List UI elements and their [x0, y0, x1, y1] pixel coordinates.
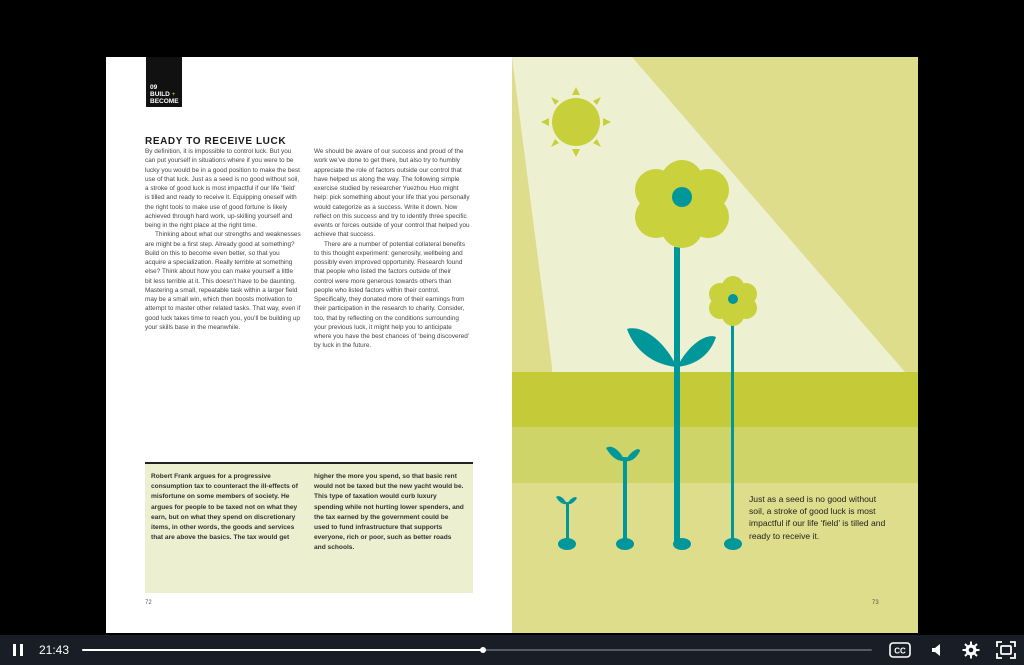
- field-band-middle: [512, 427, 918, 483]
- fullscreen-button[interactable]: [996, 641, 1016, 659]
- page-number-right: 73: [872, 600, 879, 606]
- paragraph: We should be aware of our success and proud of the work we’ve done to get there, but also try to humbly appreciate the role of factors outside our control that have helped us along the way. The following simple exercise studied by researcher Yuezhou Huo might help: pick something about your life that you personally would categorize as a success. Write it down. Now reflect on this success and try to identify three specific events or forces outside of your control that helped you achieve that success.: [314, 148, 470, 239]
- body-column-2: [314, 147, 470, 351]
- body-column-1: [145, 147, 301, 332]
- section-heading: READY TO RECEIVE LUCK: [145, 136, 287, 147]
- gear-icon: [962, 641, 980, 659]
- page-number-left: 72: [145, 600, 152, 606]
- fullscreen-icon: [996, 641, 1016, 659]
- paragraph: Thinking about what our strengths and weaknesses are might be a first step. Already good at something? Build on this to become even better, so that you acquire a specialization. Really terrible at something else? Think about how you can make yourself a little bit less terrible at it. This doesn’t have to be daunting. Mastering a small, repeatable task within a larger field may be a small win, which then boosts motivation to attempt to master other related tasks. That way, even if good luck takes time to reach you, you’ll be building up your skills base in the meanwhile.: [145, 231, 301, 331]
- illustration-caption: Just as a seed is no good without soil, a stroke of good luck is most impactful if our life ‘field’ is tilled and ready to receive it.: [749, 494, 886, 541]
- progress-slider[interactable]: [82, 649, 872, 651]
- volume-icon: [930, 643, 944, 657]
- garden-illustration: [512, 57, 918, 633]
- chapter-plus: +: [171, 91, 176, 98]
- progress-fill: [82, 649, 483, 651]
- closed-captions-button[interactable]: [889, 642, 911, 658]
- closed-captions-icon: [889, 642, 911, 658]
- chapter-line-2: BECOME: [150, 98, 179, 105]
- sidebar-box: [145, 462, 473, 593]
- progress-thumb[interactable]: [480, 647, 486, 653]
- sidebar-text-1: Robert Frank argues for a progressive consumption tax to counteract the ill-effects of misfortune on some members of society. He argues for people to be taxed not on what they earn, but on what they spend on discretionary items, in other words, the goods and services that are above the basics. The tax would get: [151, 473, 298, 542]
- pause-icon: [20, 644, 23, 656]
- settings-button[interactable]: [962, 641, 980, 659]
- chapter-tag: [146, 57, 182, 107]
- volume-button[interactable]: [930, 643, 944, 657]
- current-time: 21:43: [39, 643, 70, 657]
- chapter-number: 09: [150, 84, 158, 91]
- field-band-top: [512, 372, 918, 427]
- cc-label: CC: [894, 646, 906, 656]
- paragraph: By definition, it is impossible to control luck. But you can put yourself in situations where if you were to be lucky you would be in a good position to make the best use of that luck. Just as a seed is no good without soil, a stroke of good luck is most impactful if our life ‘field’ is tilled and ready to receive it. Equipping oneself with the right tools to make use of good fortune is likely achieved through hard work, up-skilling yourself and being in the right place at the right time.: [145, 148, 300, 229]
- player-control-bar: [0, 635, 1024, 665]
- chapter-line-1: BUILD: [150, 91, 170, 98]
- paragraph: There are a number of potential collateral benefits to this thought experiment: generosity, wellbeing and possibly even improved opportunity. Research found that people who listed the factors outside of their control were more generous towards others than people who listed factors within their control. Specifically, they donated more of their earnings from their participation in the research to charity. Consider, too, that by reflecting on the conditions surrounding your previous luck, it might help you to anticipate where you have the best chances of ‘being discovered’ by luck in the future.: [314, 240, 470, 350]
- left-page: [106, 57, 512, 633]
- pause-icon: [13, 644, 16, 656]
- right-page: [512, 57, 918, 633]
- sidebar-text-2: higher the more you spend, so that basic rent would not be taxed but the new yacht would be. This type of taxation would curb luxury spending while not hurting lower spenders, and the tax earned by the government could be used to fund infrastructure that supports everyone, rich or poor, such as better roads and schools.: [314, 473, 464, 552]
- pause-button[interactable]: [8, 641, 28, 659]
- book-spread: [106, 57, 918, 633]
